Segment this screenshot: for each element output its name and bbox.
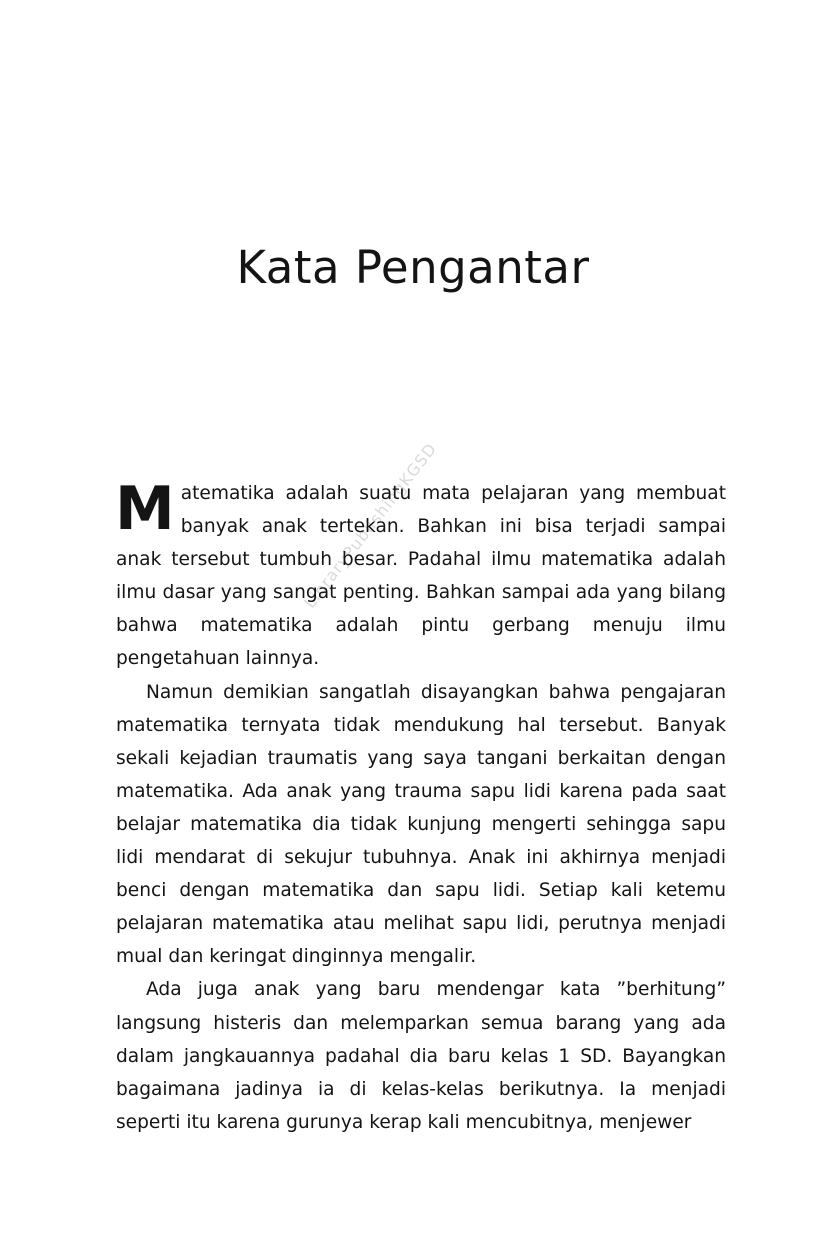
paragraph-1 — [115, 474, 726, 676]
body-text — [115, 474, 726, 1139]
paragraph-1-text: atematika adalah suatu mata pelajaran yang membuat banyak anak tertekan. Bahkan ini bisa terjadi sampai anak tersebut tumbuh besar. Padahal ilmu matematika adalah ilmu dasar yang sangat penting. Bahkan sampai ada yang bilang bahwa matematika adalah pintu gerbang menuju ilmu pengetahuan lainnya. — [116, 483, 726, 670]
page-title: Kata Pengantar — [236, 241, 590, 295]
paragraph-3: Ada juga anak yang baru mendengar kata ”berhitung” langsung histeris dan melemparkan semua barang yang ada dalam jangkauannya padahal dia baru kelas 1 SD. Bayangkan bagaimana jadinya ia di kelas-kelas berikutnya. Ia menjadi seperti itu karena gurunya kerap kali mencubitnya, menjewer — [116, 979, 726, 1133]
paragraph-2: Namun demikian sangatlah disayangkan bahwa pengajaran matematika ternyata tidak mendukung hal tersebut. Banyak sekali kejadian traumatis yang saya tangani berkaitan dengan matematika. Ada anak yang trauma sapu lidi karena pada saat belajar matematika dia tidak kunjung mengerti sehingga sapu lidi mendarat di sekujur tubuhnya. Anak ini akhirnya menjadi benci dengan matematika dan sapu lidi. Setiap kali ketemu pelajaran matematika atau melihat sapu lidi, perutnya menjadi mual dan keringat dinginnya mengalir. — [116, 681, 726, 968]
watermark: LibraryPublishingKGSD — [300, 439, 441, 612]
drop-cap: M — [115, 474, 175, 544]
